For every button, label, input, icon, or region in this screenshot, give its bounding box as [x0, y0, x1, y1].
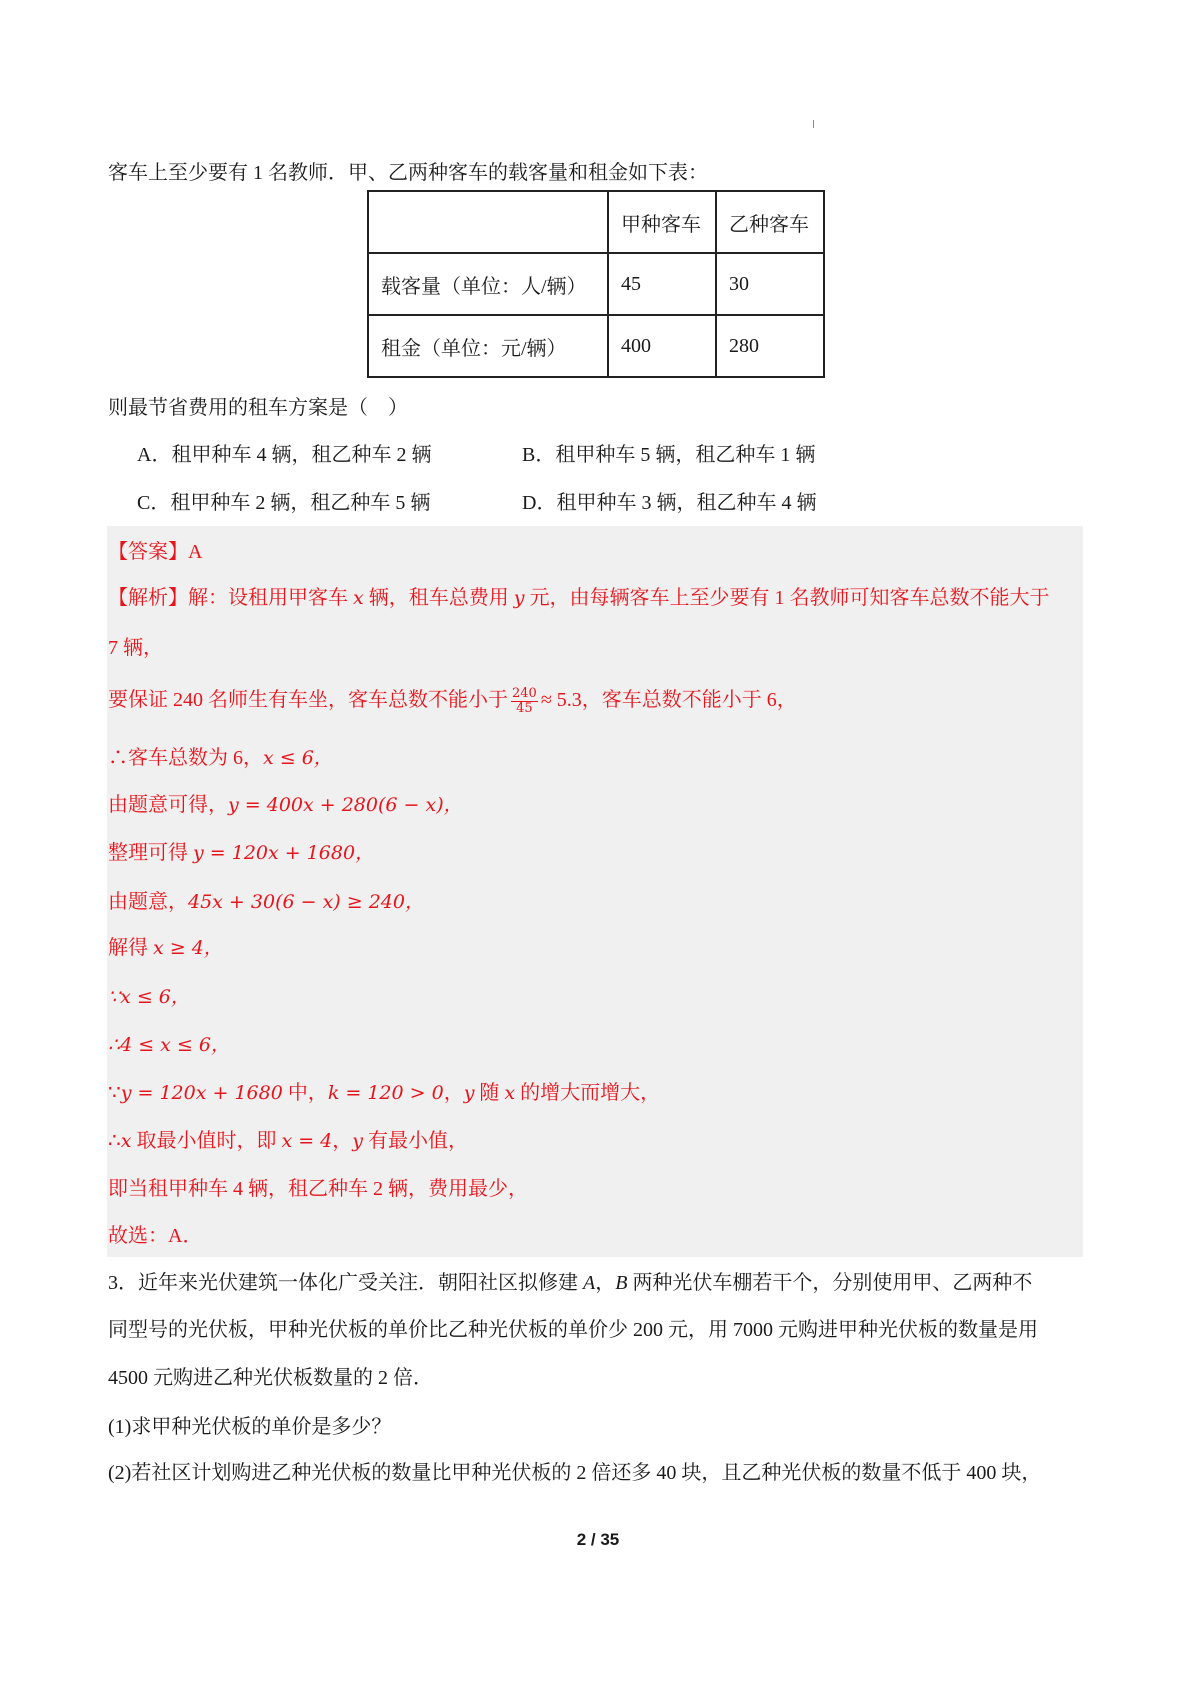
- math-expression: y = 120x + 1680: [120, 1082, 283, 1104]
- table-cell: 租金（单位：元/辆）: [368, 315, 608, 377]
- question3-line-3: 4500 元购进乙种光伏板数量的 2 倍．: [108, 1367, 433, 1389]
- text: 的增大而增大，: [515, 1082, 661, 1104]
- math-var: x: [120, 1130, 132, 1152]
- rental-table: [367, 190, 825, 378]
- text: 解：设租用甲客车: [188, 587, 353, 609]
- math-expression: x = 4: [281, 1130, 333, 1152]
- table-header-cell: [368, 191, 608, 253]
- analysis-line-14: 故选：A．: [108, 1225, 203, 1247]
- option-b: B．租甲种车 5 辆，租乙种车 1 辆: [522, 444, 816, 466]
- analysis-line-12: [108, 1126, 468, 1156]
- text: 由题意，: [108, 891, 188, 913]
- text: 要保证 240 名师生有车坐，客车总数不能小于: [108, 689, 508, 711]
- text: 中，: [282, 1082, 328, 1104]
- math-var: B: [615, 1272, 628, 1294]
- text: 两种光伏车棚若干个，分别使用甲、乙两种不: [627, 1272, 1033, 1294]
- question-prompt: 则最节省费用的租车方案是（ ）: [108, 397, 408, 419]
- text: ∴: [108, 1130, 121, 1152]
- math-var: x: [504, 1082, 516, 1104]
- table-header-cell: 乙种客车: [716, 191, 824, 253]
- math-expression: y = 400x + 280(6 − x)，: [228, 794, 463, 816]
- analysis-line-13: 即当租甲种车 4 辆，租乙种车 2 辆，费用最少，: [108, 1178, 528, 1200]
- math-expression: y = 120x + 1680，: [193, 842, 375, 864]
- text: 3．近年来光伏建筑一体化广受关注．朝阳社区拟修建: [108, 1272, 583, 1294]
- analysis-line-5: [108, 790, 463, 820]
- question3-sub-2: (2)若社区计划购进乙种光伏板的数量比甲种光伏板的 2 倍还多 40 块，且乙种光伏板的数量不低于 400 块，: [108, 1462, 1042, 1484]
- table-row: [368, 253, 824, 315]
- math-expression: x ≤ 6，: [263, 747, 333, 769]
- text: 由题意可得，: [108, 794, 228, 816]
- text: 随: [474, 1082, 505, 1104]
- analysis-line-4: [108, 743, 333, 773]
- text: 元，由每辆客车上至少要有 1 名教师可知客车总数不能大于: [524, 587, 1050, 609]
- analysis-tag: 【解析】: [108, 587, 188, 609]
- fraction: [511, 687, 538, 716]
- table-header-cell: 甲种客车: [608, 191, 716, 253]
- math-expression: x ≥ 4，: [153, 937, 223, 959]
- question3-line-2: 同型号的光伏板，甲种光伏板的单价比乙种光伏板的单价少 200 元，用 7000 元购进甲种光伏板的数量是用: [108, 1319, 1038, 1341]
- text: 取最小值时，即: [131, 1130, 282, 1152]
- math-var: y: [463, 1082, 475, 1104]
- analysis-line-2: 7 辆，: [108, 637, 163, 659]
- answer-value: A: [188, 541, 203, 563]
- table-header-row: [368, 191, 824, 253]
- fraction-denominator: 45: [516, 700, 533, 716]
- analysis-line-6: [108, 838, 374, 868]
- text: ≈ 5.3，客车总数不能小于 6，: [540, 689, 797, 711]
- option-a: A．租甲种车 4 辆，租乙种车 2 辆: [137, 444, 432, 466]
- table-row: [368, 315, 824, 377]
- question3-sub-1: (1)求甲种光伏板的单价是多少？: [108, 1416, 392, 1438]
- table-cell: 载客量（单位：人/辆）: [368, 253, 608, 315]
- question-intro: 客车上至少要有 1 名教师．甲、乙两种客车的载客量和租金如下表：: [108, 162, 708, 184]
- math-expression: k = 120 > 0: [327, 1082, 444, 1104]
- text: 解得: [108, 937, 153, 959]
- table-cell: 400: [608, 315, 716, 377]
- text: ，: [595, 1272, 616, 1294]
- question3-line-1: [108, 1268, 1032, 1298]
- math-var: y: [513, 587, 525, 609]
- math-var: y: [352, 1130, 363, 1152]
- option-c: C．租甲种车 2 辆，租乙种车 5 辆: [137, 492, 431, 514]
- math-expression: 45x + 30(6 − x) ≥ 240，: [188, 891, 424, 913]
- option-d: D．租甲种车 3 辆，租乙种车 4 辆: [522, 492, 817, 514]
- analysis-line-9: ∵x ≤ 6，: [108, 986, 190, 1008]
- text: ，: [332, 1130, 353, 1152]
- analysis-line-8: [108, 933, 223, 963]
- math-var: x: [353, 587, 364, 609]
- page-number: 2 / 35: [576, 1530, 620, 1549]
- table-cell: 280: [716, 315, 824, 377]
- text: 整理可得: [108, 842, 193, 864]
- text: ∴客车总数为 6，: [108, 747, 263, 769]
- table-cell: 30: [716, 253, 824, 315]
- text: ∵: [108, 1082, 121, 1104]
- text: 有最小值，: [363, 1130, 468, 1152]
- fraction-numerator: 240: [512, 685, 537, 701]
- analysis-line-1: [108, 583, 1049, 613]
- answer-tag: 【答案】: [108, 541, 188, 563]
- text: ，: [443, 1082, 464, 1104]
- table-cell: 45: [608, 253, 716, 315]
- analysis-line-7: [108, 887, 424, 917]
- math-var: A: [583, 1272, 596, 1294]
- page-mark: [813, 120, 814, 128]
- text: 辆，租车总费用: [363, 587, 514, 609]
- analysis-line-11: [108, 1078, 660, 1108]
- analysis-line-3: [108, 685, 797, 715]
- analysis-line-10: ∴4 ≤ x ≤ 6，: [108, 1034, 230, 1056]
- answer-line: [108, 537, 202, 567]
